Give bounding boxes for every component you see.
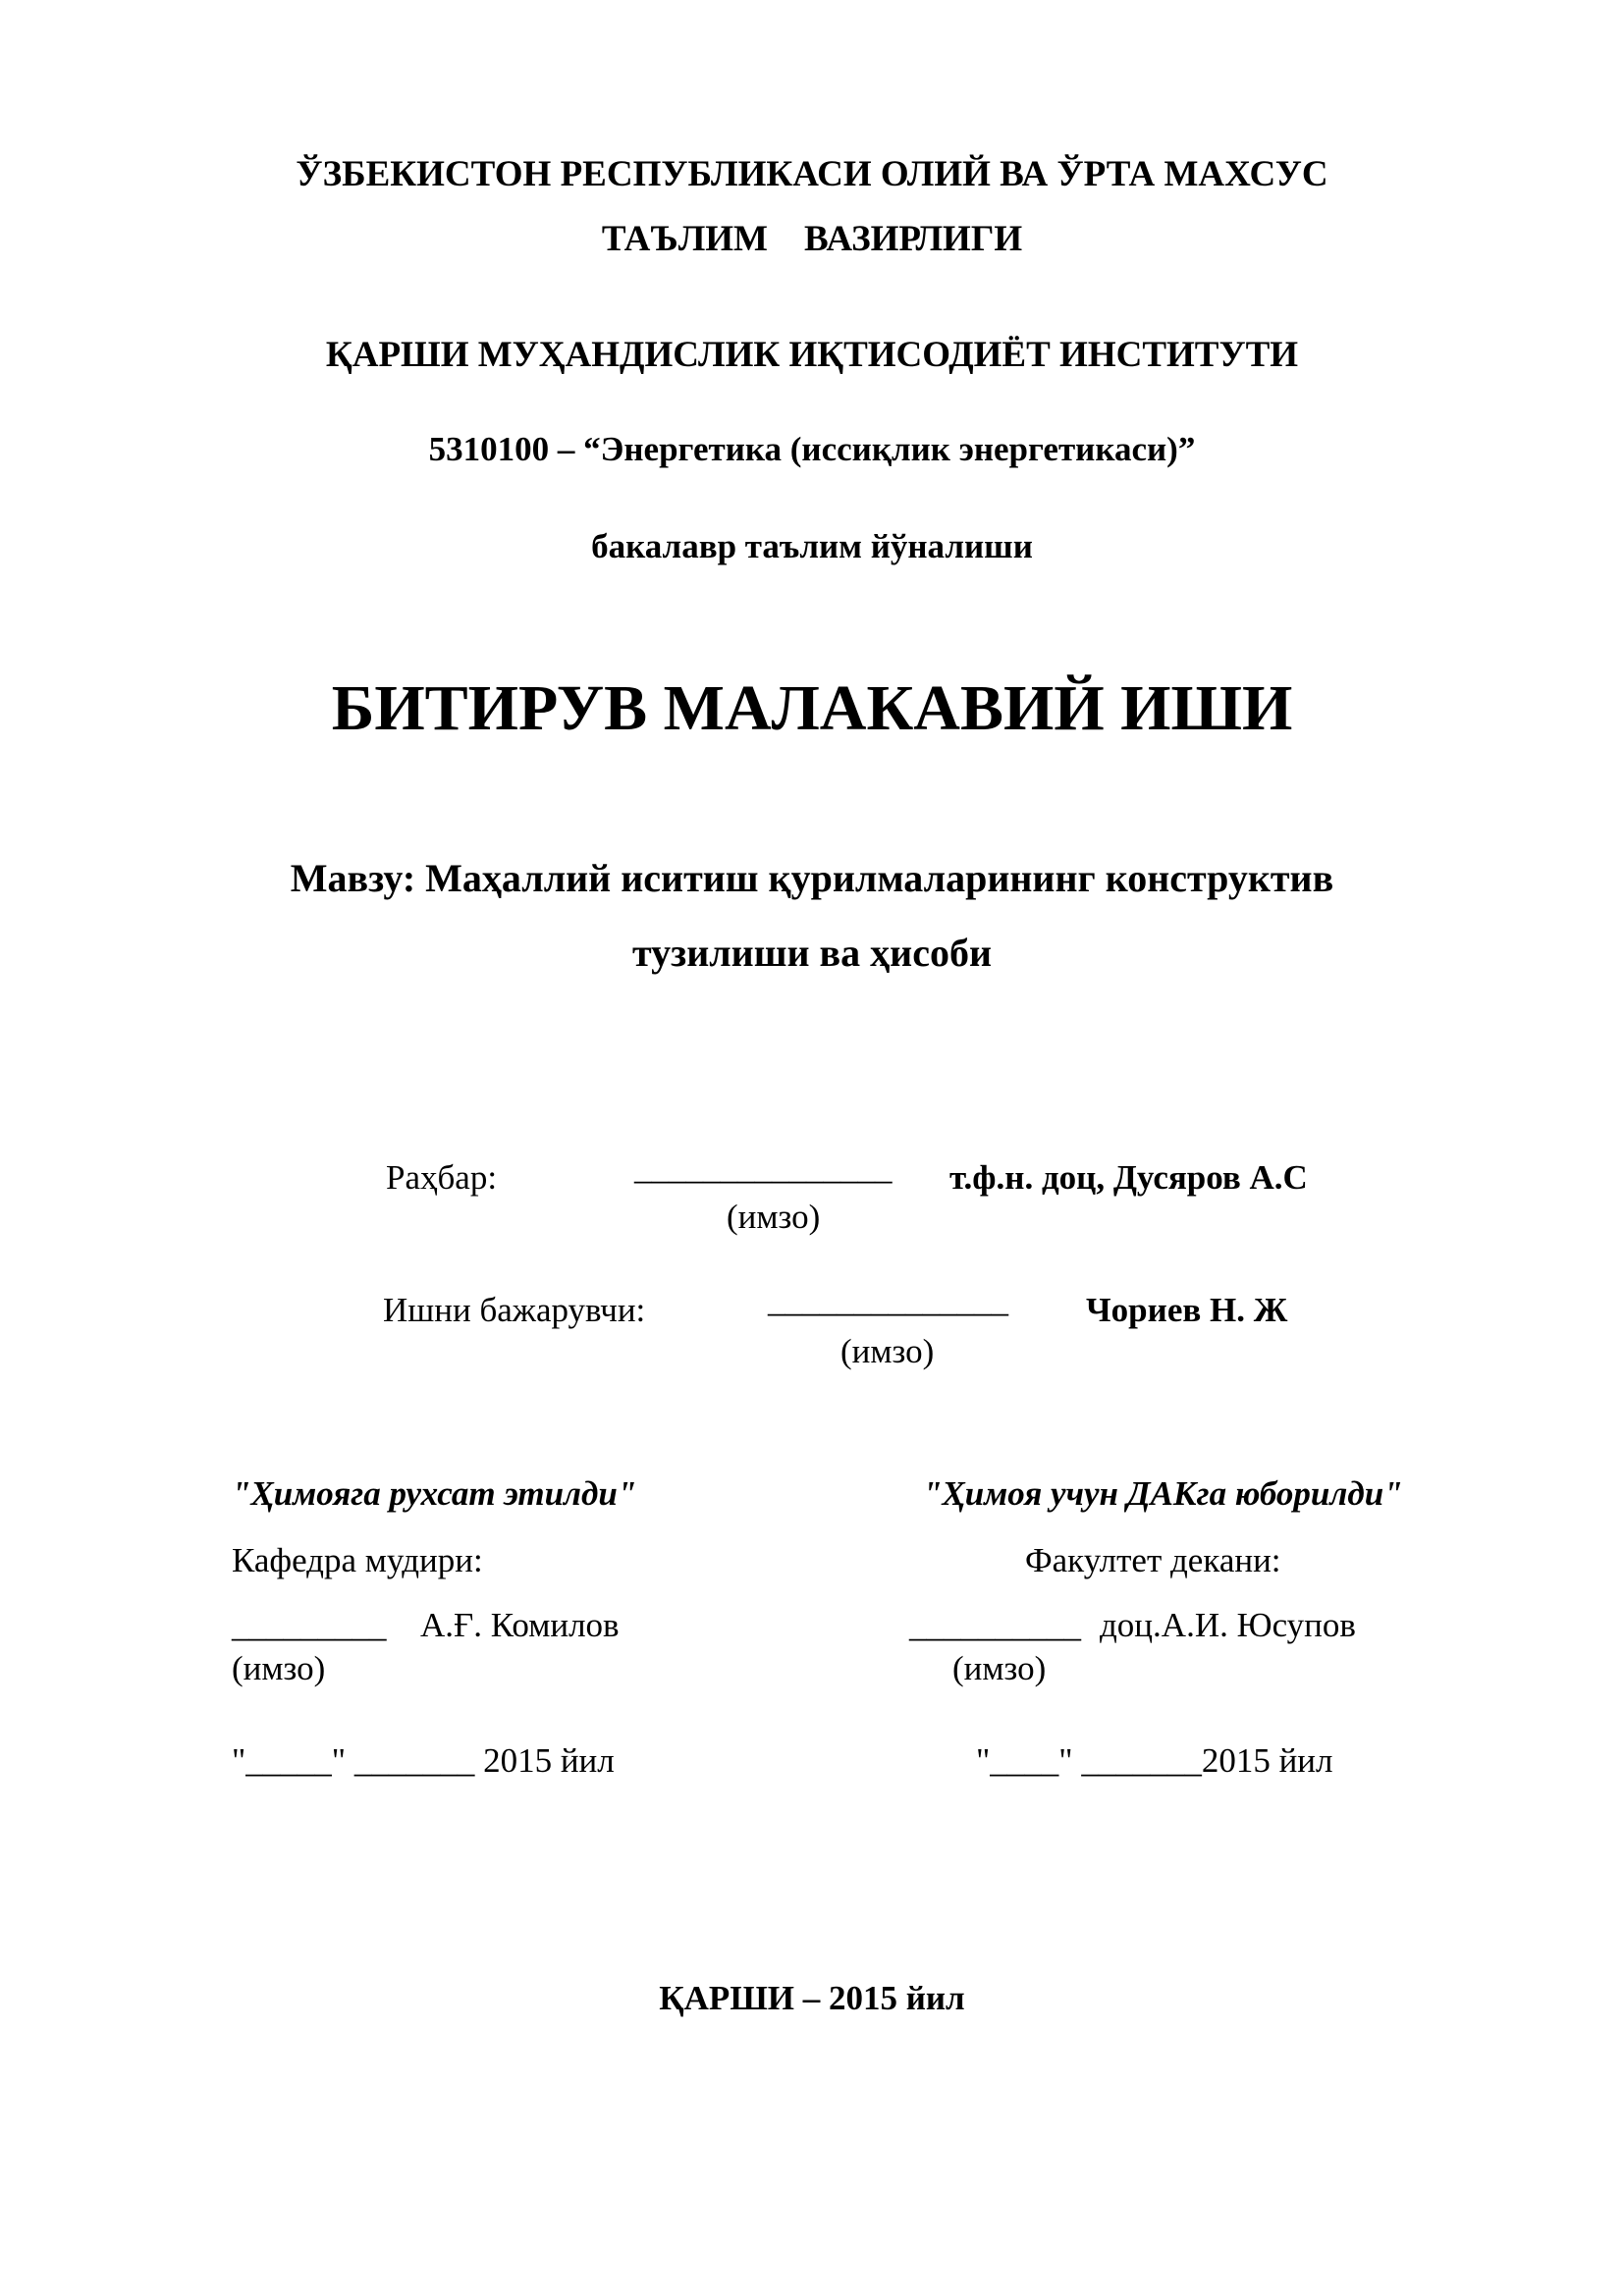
topic-line-2: тузилиши ва ҳисоби <box>632 931 992 975</box>
supervisor-name: т.ф.н. доц, Дусяров А.С <box>949 1158 1308 1197</box>
performer-signature-caption: (имзо) <box>840 1332 935 1370</box>
approval-left-date: "_____" _______ 2015 йил <box>232 1741 615 1780</box>
performer-label: Ишни бажарувчи: <box>383 1291 646 1329</box>
approval-left-role: Кафедра мудири: <box>232 1541 483 1579</box>
approval-right-signature-line: __________ <box>909 1606 1081 1644</box>
approval-left-name: А.Ғ. Комилов <box>420 1606 620 1644</box>
performer-name: Чориев Н. Ж <box>1086 1291 1288 1329</box>
supervisor-label: Раҳбар: <box>386 1158 498 1197</box>
specialty: 5310100 – “Энергетика (иссиқлик энергетикаси)” <box>428 430 1196 468</box>
performer-signature-line: ______________ <box>768 1281 1008 1319</box>
supervisor-signature-line: _______________ <box>634 1148 893 1187</box>
approval-left-heading: "Ҳимояга рухсат этилди" <box>232 1474 637 1513</box>
approval-left-signature-line: _________ <box>232 1606 387 1644</box>
approval-right-role: Факултет декани: <box>1025 1541 1281 1579</box>
approval-right-date: "____" _______2015 йил <box>976 1741 1333 1780</box>
degree-direction: бакалавр таълим йўналиши <box>591 527 1033 565</box>
approval-right-name: доц.А.И. Юсупов <box>1100 1606 1356 1644</box>
approval-left-signature-caption: (имзо) <box>232 1649 326 1687</box>
topic-line-1: Мавзу: Маҳаллий иситиш қурилмаларининг конструктив <box>290 856 1334 900</box>
place-year: ҚАРШИ – 2015 йил <box>659 1979 965 2017</box>
document-title: БИТИРУВ МАЛАКАВИЙ ИШИ <box>331 672 1293 744</box>
approval-right-heading: "Ҳимоя учун ДАКга юборилди" <box>923 1474 1403 1513</box>
ministry-line-2: ТАЪЛИМ ВАЗИРЛИГИ <box>601 219 1023 259</box>
ministry-line-1: ЎЗБЕКИСТОН РЕСПУБЛИКАСИ ОЛИЙ ВА ЎРТА МАХСУС <box>296 154 1328 194</box>
supervisor-signature-caption: (имзо) <box>727 1198 821 1236</box>
approval-right-signature-caption: (имзо) <box>952 1649 1047 1687</box>
institute-name: ҚАРШИ МУҲАНДИСЛИК ИҚТИСОДИЁТ ИНСТИТУТИ <box>325 335 1299 375</box>
